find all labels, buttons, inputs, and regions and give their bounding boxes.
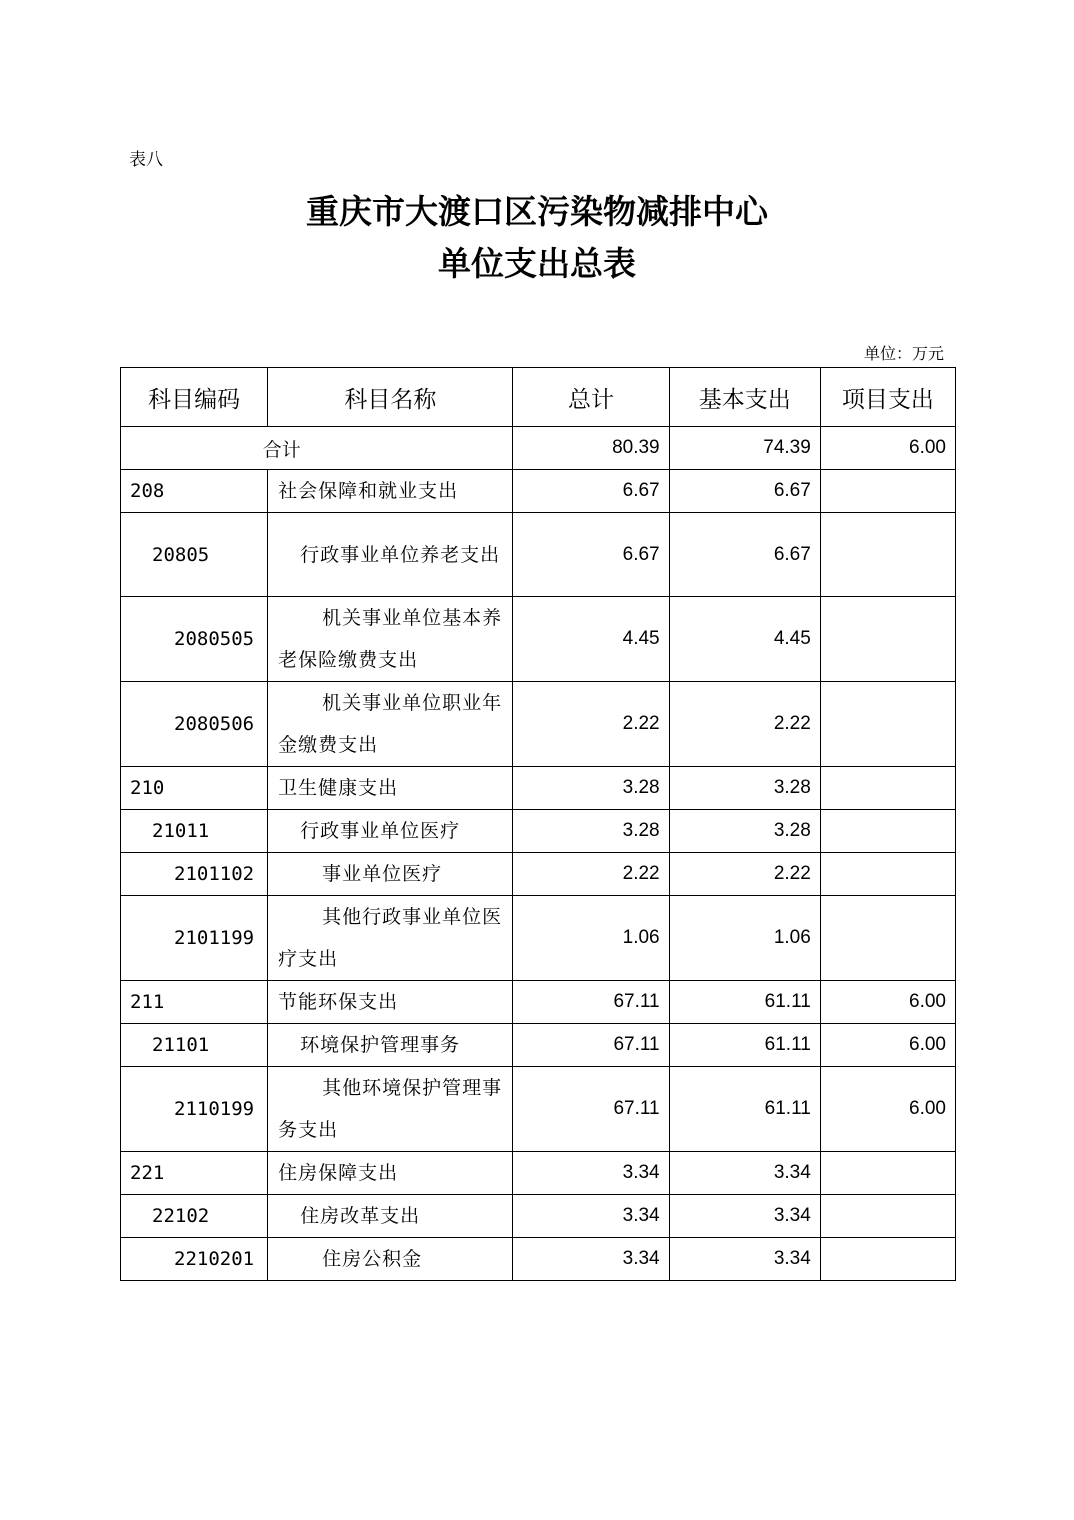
row-code: 22102 <box>121 1195 268 1238</box>
row-total: 3.28 <box>513 767 669 810</box>
table-row <box>121 981 956 1024</box>
row-code: 210 <box>121 767 268 810</box>
column-header-name: 科目名称 <box>268 368 513 427</box>
row-code: 2101102 <box>121 853 268 896</box>
row-total: 67.11 <box>513 1067 669 1152</box>
row-name: 行政事业单位医疗 <box>268 810 513 853</box>
column-header-total: 总计 <box>513 368 669 427</box>
row-code: 2110199 <box>121 1067 268 1152</box>
row-basic: 3.28 <box>669 810 820 853</box>
row-name: 住房保障支出 <box>268 1152 513 1195</box>
row-code: 21011 <box>121 810 268 853</box>
row-basic: 6.67 <box>669 513 820 597</box>
row-project <box>820 470 955 513</box>
row-total: 3.34 <box>513 1238 669 1281</box>
row-name: 节能环保支出 <box>268 981 513 1024</box>
row-basic: 61.11 <box>669 981 820 1024</box>
row-name: 社会保障和就业支出 <box>268 470 513 513</box>
table-row <box>121 767 956 810</box>
row-total: 4.45 <box>513 597 669 682</box>
row-basic: 2.22 <box>669 853 820 896</box>
row-project <box>820 1152 955 1195</box>
row-basic: 3.34 <box>669 1238 820 1281</box>
row-total: 6.67 <box>513 470 669 513</box>
row-total: 3.34 <box>513 1152 669 1195</box>
table-row <box>121 597 956 682</box>
row-basic: 61.11 <box>669 1024 820 1067</box>
row-code: 20805 <box>121 513 268 597</box>
table-row <box>121 513 956 597</box>
header-row <box>121 368 956 427</box>
row-name: 住房改革支出 <box>268 1195 513 1238</box>
row-name: 卫生健康支出 <box>268 767 513 810</box>
row-total: 2.22 <box>513 682 669 767</box>
document-subtitle: 单位支出总表 <box>438 244 636 283</box>
row-name: 住房公积金 <box>268 1238 513 1281</box>
row-code: 208 <box>121 470 268 513</box>
row-name: 机关事业单位基本养老保险缴费支出 <box>268 597 513 682</box>
table-row <box>121 1067 956 1152</box>
table-row <box>121 470 956 513</box>
row-code: 2080505 <box>121 597 268 682</box>
row-total: 2.22 <box>513 853 669 896</box>
row-total: 6.67 <box>513 513 669 597</box>
row-code: 221 <box>121 1152 268 1195</box>
row-project <box>820 810 955 853</box>
column-header-code: 科目编码 <box>121 368 268 427</box>
row-project <box>820 896 955 981</box>
total-basic: 74.39 <box>669 427 820 470</box>
document-title: 重庆市大渡口区污染物减排中心 <box>306 192 768 231</box>
table-row <box>121 896 956 981</box>
row-project: 6.00 <box>820 1024 955 1067</box>
row-project <box>820 853 955 896</box>
table-row <box>121 1152 956 1195</box>
row-total: 3.34 <box>513 1195 669 1238</box>
row-basic: 3.28 <box>669 767 820 810</box>
row-project <box>820 1195 955 1238</box>
row-basic: 3.34 <box>669 1152 820 1195</box>
row-code: 2080506 <box>121 682 268 767</box>
row-total: 67.11 <box>513 1024 669 1067</box>
row-project <box>820 513 955 597</box>
row-basic: 2.22 <box>669 682 820 767</box>
total-project: 6.00 <box>820 427 955 470</box>
row-basic: 61.11 <box>669 1067 820 1152</box>
row-project <box>820 767 955 810</box>
row-project: 6.00 <box>820 1067 955 1152</box>
row-project: 6.00 <box>820 981 955 1024</box>
row-name: 事业单位医疗 <box>268 853 513 896</box>
row-total: 1.06 <box>513 896 669 981</box>
row-name: 其他环境保护管理事务支出 <box>268 1067 513 1152</box>
table-body <box>121 427 956 1281</box>
table-row <box>121 1024 956 1067</box>
row-project <box>820 682 955 767</box>
table-row <box>121 1238 956 1281</box>
total-label: 合计 <box>121 427 513 470</box>
column-header-project: 项目支出 <box>820 368 955 427</box>
expenditure-table <box>120 367 956 1281</box>
row-basic: 1.06 <box>669 896 820 981</box>
row-total: 3.28 <box>513 810 669 853</box>
row-project <box>820 597 955 682</box>
row-name: 行政事业单位养老支出 <box>268 513 513 597</box>
row-basic: 3.34 <box>669 1195 820 1238</box>
column-header-basic: 基本支出 <box>669 368 820 427</box>
row-code: 2101199 <box>121 896 268 981</box>
total-row <box>121 427 956 470</box>
row-name: 环境保护管理事务 <box>268 1024 513 1067</box>
row-basic: 4.45 <box>669 597 820 682</box>
table-row <box>121 853 956 896</box>
row-basic: 6.67 <box>669 470 820 513</box>
table-number: 表八 <box>129 150 163 170</box>
row-code: 21101 <box>121 1024 268 1067</box>
table-row <box>121 810 956 853</box>
row-total: 67.11 <box>513 981 669 1024</box>
row-code: 211 <box>121 981 268 1024</box>
table-row <box>121 682 956 767</box>
total-amount: 80.39 <box>513 427 669 470</box>
row-project <box>820 1238 955 1281</box>
unit-label: 单位：万元 <box>863 344 944 363</box>
row-name: 机关事业单位职业年金缴费支出 <box>268 682 513 767</box>
table-row <box>121 1195 956 1238</box>
row-name: 其他行政事业单位医疗支出 <box>268 896 513 981</box>
row-code: 2210201 <box>121 1238 268 1281</box>
